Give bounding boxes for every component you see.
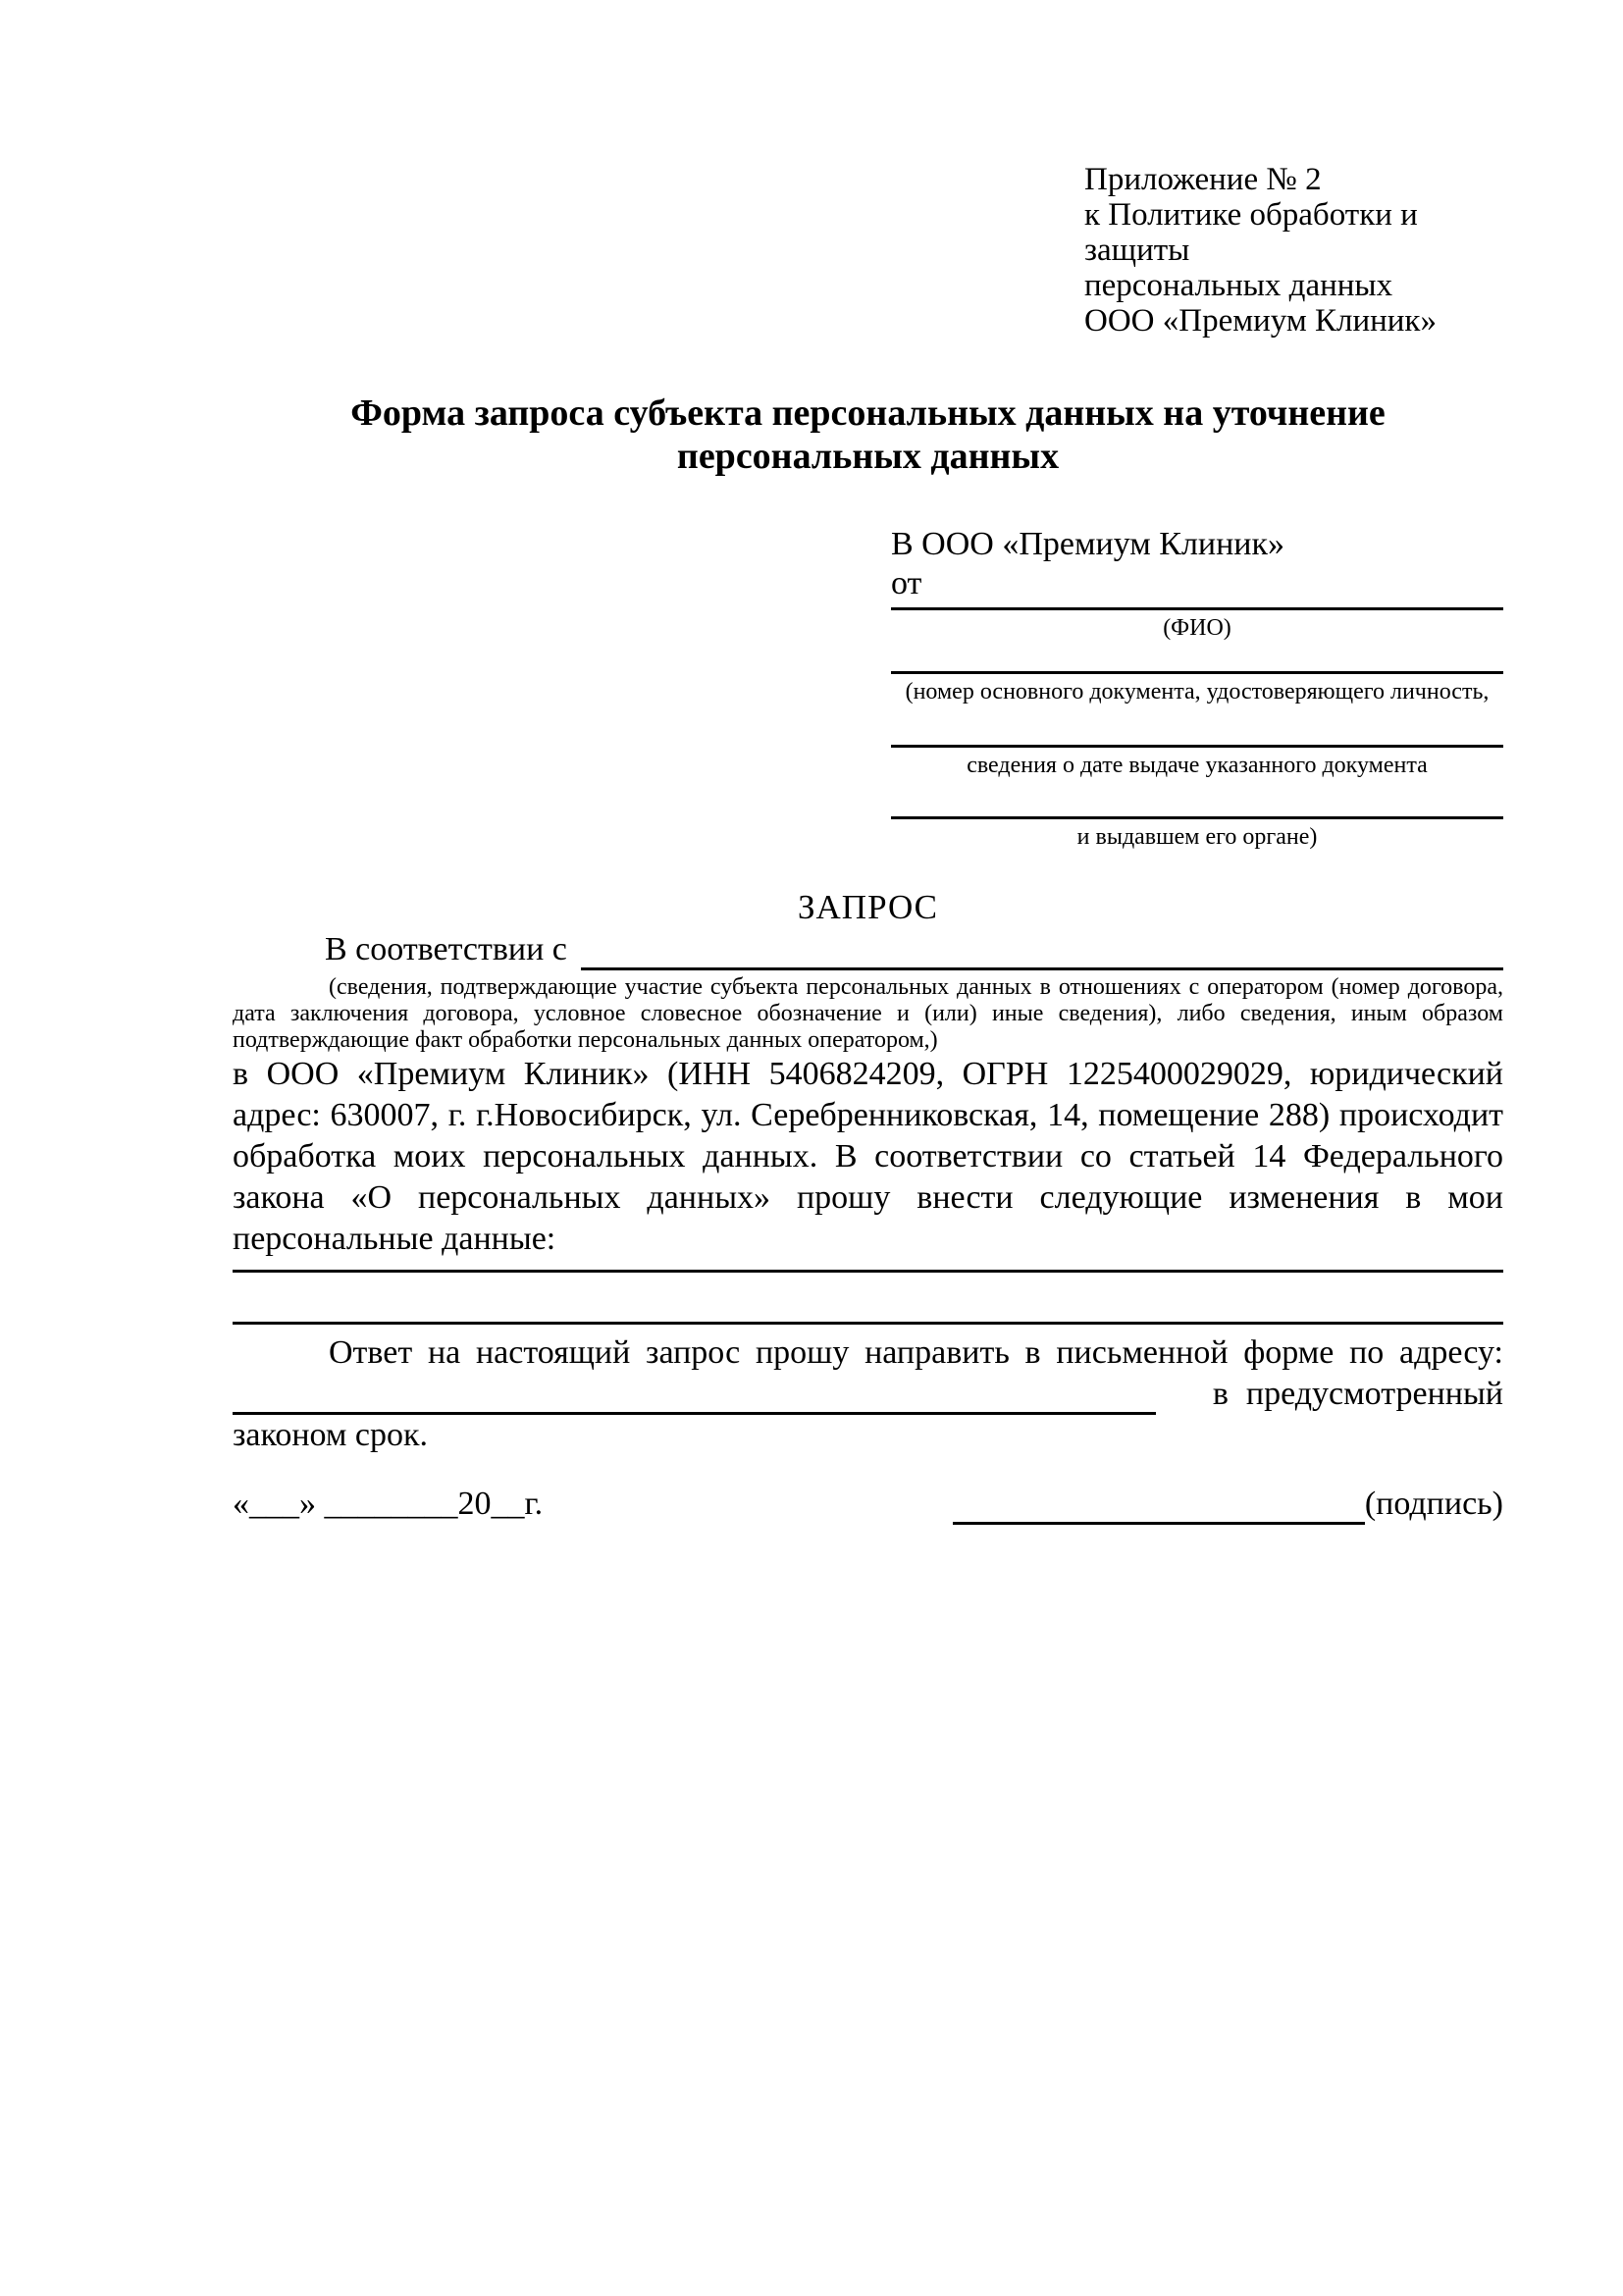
addressee-to: В ООО «Премиум Клиник» [891, 526, 1285, 562]
reply-address-blank-field [233, 1383, 1156, 1415]
reply-closing-line: законом срок. [233, 1417, 428, 1453]
reply-word: в [1212, 1376, 1229, 1412]
addressee-block [891, 525, 1503, 851]
document-number-blank-field [891, 642, 1503, 674]
intro-blank-field [581, 934, 1503, 970]
appendix-header-line: к Политике обработки и защиты [1084, 197, 1418, 268]
request-heading: ЗАПРОС [797, 888, 939, 926]
date-blank-field: «___» ________20__г. [233, 1486, 544, 1522]
issuing-authority-caption: и выдавшем его органе) [1076, 824, 1318, 850]
signature-caption: (подпись) [1364, 1486, 1503, 1522]
reply-address-line: Ответ на настоящий запрос прошу направить в письменной форме по адресу: [329, 1334, 1503, 1371]
signature-blank-field [953, 1492, 1365, 1525]
appendix-header [1084, 162, 1503, 339]
reply-address-row [233, 1374, 1503, 1415]
changes-blank-line-2 [233, 1273, 1503, 1325]
intro-footnote: (сведения, подтверждающие участие субъекта персональных данных в отношениях с оператором (номер договора, дата заключения договора, условное словесное обозначение и (или) иные сведения), либо сведения, иным образом подтверждающие факт обработки персональных данных оператором,) [233, 974, 1503, 1053]
issue-date-caption: сведения о дате выдаче указанного документа [967, 753, 1428, 778]
reply-word: предусмотренный [1245, 1376, 1503, 1412]
request-body-paragraph: в ООО «Премиум Клиник» (ИНН 5406824209, ОГРН 1225400029029, юридический адрес: 630007, г. г.Новосибирск, ул. Серебренниковская, 14, помещение 288) происходит обработка моих персональных данных. В соответствии со статьей 14 Федерального закона «О персональных данных» прошу внести следующие изменения в мои персональные данные: [233, 1056, 1503, 1257]
document-number-caption: (номер основного документа, удостоверяющего личность, [905, 679, 1490, 704]
fio-caption: (ФИО) [1163, 615, 1231, 641]
fio-blank-field [891, 603, 1503, 610]
appendix-header-line: Приложение № 2 [1084, 162, 1322, 197]
intro-row [233, 929, 1503, 970]
signature-area [953, 1484, 1503, 1525]
appendix-header-line: персональных данных [1084, 268, 1393, 303]
footer-row [233, 1484, 1503, 1525]
addressee-from-label: от [891, 565, 922, 601]
document-title: Форма запроса субъекта персональных данных на уточнение персональных данных [350, 392, 1386, 477]
changes-blank-line-1 [233, 1260, 1503, 1273]
issue-date-blank-field [891, 705, 1503, 748]
intro-label: В соответствии с [325, 931, 567, 967]
appendix-header-line: ООО «Премиум Клиник» [1084, 303, 1437, 339]
issuing-authority-blank-field [891, 779, 1503, 819]
